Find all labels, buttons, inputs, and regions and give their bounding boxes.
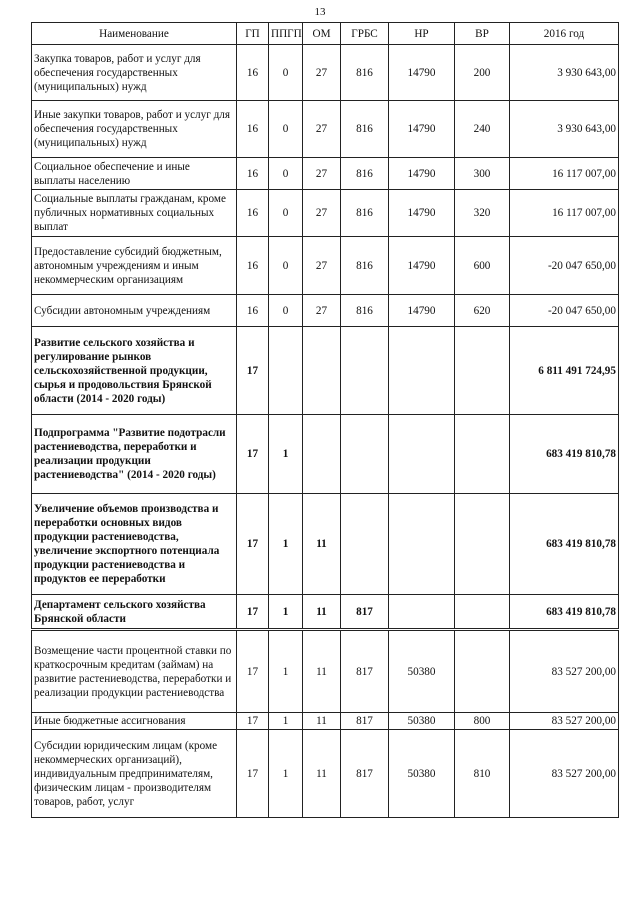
row-vr: 800 [455,713,510,730]
column-header-gp: ГП [237,23,269,45]
row-om: 11 [303,494,341,595]
row-grbs: 817 [341,713,389,730]
column-header-nr: НР [389,23,455,45]
row-nr: 14790 [389,295,455,327]
row-gp: 17 [237,595,269,630]
table-row [32,713,619,730]
row-name: Субсидии юридическим лицам (кроме некоммерческих организаций), индивидуальным предпринимателям, физическим лицам - производителям товаров, работ, услуг [32,730,237,818]
table-row [32,494,619,595]
column-header-vr: ВР [455,23,510,45]
row-name: Иные бюджетные ассигнования [32,713,237,730]
row-amount: 3 930 643,00 [510,101,619,158]
row-grbs: 816 [341,190,389,237]
row-vr: 810 [455,730,510,818]
row-amount: -20 047 650,00 [510,237,619,295]
row-nr: 50380 [389,630,455,713]
row-name: Социальные выплаты гражданам, кроме публичных нормативных социальных выплат [32,190,237,237]
row-nr [389,415,455,494]
row-grbs: 817 [341,630,389,713]
row-vr [455,327,510,415]
row-amount: 16 117 007,00 [510,158,619,190]
row-grbs [341,415,389,494]
table-row [32,45,619,101]
row-amount: 83 527 200,00 [510,713,619,730]
row-vr [455,595,510,630]
row-ppgp: 1 [269,415,303,494]
row-amount: 683 419 810,78 [510,494,619,595]
row-om: 27 [303,295,341,327]
row-nr [389,327,455,415]
row-vr: 600 [455,237,510,295]
row-nr: 14790 [389,158,455,190]
row-om: 27 [303,158,341,190]
row-name: Предоставление субсидий бюджетным, автономным учреждениям и иным некоммерческим организациям [32,237,237,295]
row-grbs: 816 [341,295,389,327]
row-gp: 17 [237,327,269,415]
row-ppgp: 0 [269,45,303,101]
row-vr: 240 [455,101,510,158]
row-om: 11 [303,730,341,818]
row-amount: 16 117 007,00 [510,190,619,237]
budget-table [31,22,619,818]
row-amount: 6 811 491 724,95 [510,327,619,415]
table-header-row [32,23,619,45]
row-nr: 14790 [389,190,455,237]
table-row [32,190,619,237]
row-amount: 3 930 643,00 [510,45,619,101]
row-amount: 83 527 200,00 [510,630,619,713]
row-grbs [341,327,389,415]
row-gp: 17 [237,630,269,713]
row-grbs: 816 [341,45,389,101]
row-om: 27 [303,190,341,237]
row-gp: 16 [237,45,269,101]
table-row [32,101,619,158]
row-om: 11 [303,713,341,730]
row-grbs [341,494,389,595]
row-om: 11 [303,595,341,630]
row-ppgp: 0 [269,101,303,158]
table-row [32,327,619,415]
row-grbs: 817 [341,730,389,818]
row-vr: 620 [455,295,510,327]
row-om: 11 [303,630,341,713]
row-gp: 16 [237,190,269,237]
row-grbs: 816 [341,237,389,295]
row-vr [455,494,510,595]
row-name: Подпрограмма "Развитие подотрасли растениеводства, переработки и реализации продукции растениеводства" (2014 - 2020 годы) [32,415,237,494]
row-vr [455,630,510,713]
row-name: Развитие сельского хозяйства и регулирование рынков сельскохозяйственной продукции, сырья и продовольствия Брянской области (2014 - 2020 годы) [32,327,237,415]
row-ppgp [269,327,303,415]
row-name: Закупка товаров, работ и услуг для обеспечения государственных (муниципальных) нужд [32,45,237,101]
row-amount: 683 419 810,78 [510,595,619,630]
row-vr: 320 [455,190,510,237]
row-gp: 17 [237,730,269,818]
row-om [303,415,341,494]
table-row [32,158,619,190]
row-nr: 14790 [389,101,455,158]
row-om [303,327,341,415]
table-row [32,415,619,494]
row-ppgp: 1 [269,494,303,595]
column-header-grbs: ГРБС [341,23,389,45]
row-om: 27 [303,45,341,101]
row-gp: 16 [237,158,269,190]
row-ppgp: 1 [269,730,303,818]
column-header-ppgp: ППГП [269,23,303,45]
row-ppgp: 0 [269,237,303,295]
column-header-name: Наименование [32,23,237,45]
row-name: Возмещение части процентной ставки по краткосрочным кредитам (займам) на развитие растениеводства, переработки и реализации продукции растениеводства [32,630,237,713]
page-number: 13 [314,6,326,18]
table-row [32,595,619,630]
row-nr: 50380 [389,730,455,818]
row-name: Иные закупки товаров, работ и услуг для обеспечения государственных (муниципальных) нужд [32,101,237,158]
row-nr [389,595,455,630]
row-gp: 16 [237,295,269,327]
row-grbs: 816 [341,158,389,190]
row-amount: -20 047 650,00 [510,295,619,327]
row-amount: 683 419 810,78 [510,415,619,494]
row-name: Департамент сельского хозяйства Брянской области [32,595,237,630]
row-om: 27 [303,101,341,158]
row-grbs: 817 [341,595,389,630]
column-header-om: ОМ [303,23,341,45]
row-gp: 16 [237,101,269,158]
row-nr [389,494,455,595]
column-header-year: 2016 год [510,23,619,45]
row-name: Увеличение объемов производства и переработки основных видов продукции растениеводства, увеличение экспортного потенциала продукции растениеводства и продуктов ее переработки [32,494,237,595]
row-om: 27 [303,237,341,295]
row-vr: 300 [455,158,510,190]
row-ppgp: 0 [269,190,303,237]
row-gp: 17 [237,713,269,730]
row-gp: 16 [237,237,269,295]
row-vr [455,415,510,494]
row-grbs: 816 [341,101,389,158]
row-name: Социальное обеспечение и иные выплаты населению [32,158,237,190]
row-nr: 50380 [389,713,455,730]
row-ppgp: 1 [269,595,303,630]
row-nr: 14790 [389,45,455,101]
row-ppgp: 0 [269,295,303,327]
table-row [32,730,619,818]
row-gp: 17 [237,415,269,494]
row-gp: 17 [237,494,269,595]
row-nr: 14790 [389,237,455,295]
row-ppgp: 0 [269,158,303,190]
table-row [32,295,619,327]
table-row [32,237,619,295]
row-ppgp: 1 [269,713,303,730]
row-amount: 83 527 200,00 [510,730,619,818]
row-vr: 200 [455,45,510,101]
table-row [32,630,619,713]
row-name: Субсидии автономным учреждениям [32,295,237,327]
row-ppgp: 1 [269,630,303,713]
